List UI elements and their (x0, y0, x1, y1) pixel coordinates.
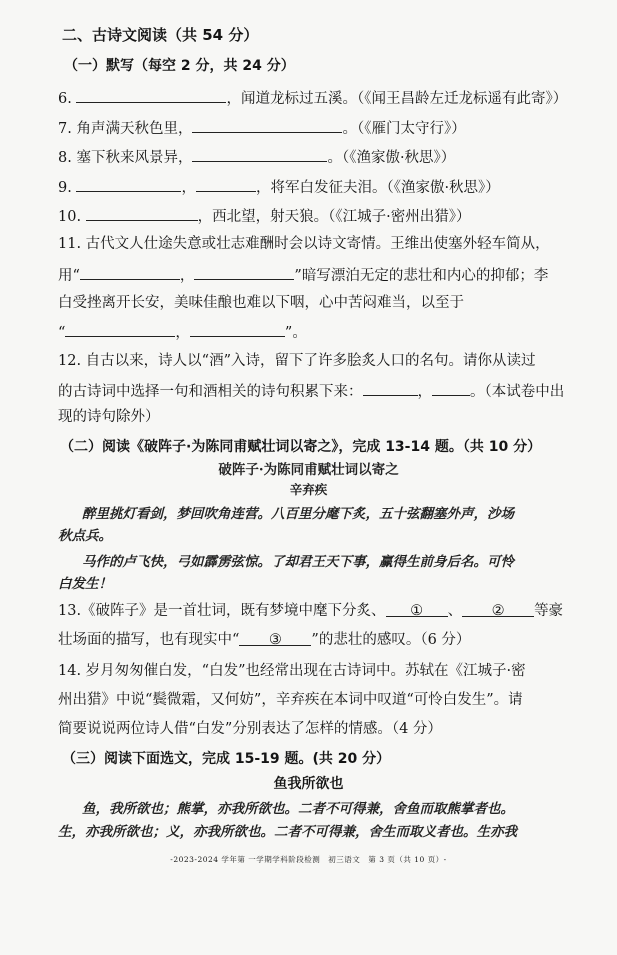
q10-tail: ，西北望，射天狼。（《江城子·密州出猎》） (197, 209, 471, 225)
q11-line-4 (58, 322, 307, 342)
q6-number: 6. (58, 91, 72, 107)
q11-line-2 (58, 265, 548, 285)
poem-author: 辛弃疾 (289, 482, 328, 497)
q13-line-2 (58, 631, 470, 649)
q11-answer-blank-2[interactable] (194, 265, 294, 280)
q13-answer-blank-3[interactable] (239, 631, 311, 646)
q9-separator: ， (181, 180, 196, 196)
q9-tail: ，将军白发征夫泪。（《渔家傲·秋思》） (255, 180, 500, 196)
q11-line-4-separator: ， (175, 325, 190, 341)
poem-line-4: 白发生！ (58, 576, 112, 592)
q8-text: 8. 塞下秋来风景异， (58, 150, 193, 166)
q9-answer-blank-1[interactable] (76, 177, 181, 192)
poem-line-1: 醉里挑灯看剑，梦回吹角连营。八百里分麾下炙，五十弦翻塞外声，沙场 (82, 506, 514, 522)
q11-line-4-tail: ”。 (284, 325, 307, 341)
q7-answer-blank[interactable] (192, 118, 342, 133)
q13-answer-blank-2[interactable] (462, 602, 534, 617)
section-heading: 二、古诗文阅读（共 54 分） (62, 26, 259, 44)
q13-line-1 (58, 602, 563, 620)
q11-answer-blank-1[interactable] (80, 265, 180, 280)
question-8 (58, 147, 455, 167)
q13-line-1-tail: 等豪 (534, 603, 564, 619)
part1-heading: （一）默写（每空 2 分，共 24 分） (64, 58, 295, 74)
q12-line-2 (58, 381, 564, 401)
q9-answer-blank-2[interactable] (196, 177, 256, 192)
q8-answer-blank[interactable] (192, 147, 327, 162)
part3-heading: （三）阅读下面选文，完成 15-19 题。(共 20 分） (62, 751, 391, 767)
q11-answer-blank-4[interactable] (190, 322, 285, 337)
q11-line-3: 白受挫离开长安，美味佳酿也难以下咽，心中苦闷难当，以至于 (58, 295, 464, 311)
q11-line-4-quote: “ (58, 325, 66, 341)
q13-separator: 、 (447, 603, 463, 619)
q8-tail: 。（《渔家傲·秋思》） (327, 150, 456, 166)
q14-line-2: 州出猎》中说“鬓微霜，又何妨”，辛弃疾在本词中叹道“可怜白发生”。请 (58, 692, 523, 708)
q12-line-3: 现的诗句除外） (58, 409, 160, 425)
question-7 (58, 118, 466, 138)
poem-line-3: 马作的卢飞快，弓如霹雳弦惊。了却君王天下事，赢得生前身后名。可怜 (82, 554, 514, 570)
question-9 (58, 177, 500, 197)
q11-line-1: 11. 古代文人仕途失意或壮志难酬时会以诗文寄情。王维出使塞外轻车简从， (58, 236, 550, 252)
passage-line-2: 生，亦我所欲也；义，亦我所欲也。二者不可得兼，舍生而取义者也。生亦我 (58, 824, 517, 840)
q9-number: 9. (58, 180, 72, 196)
q14-line-1: 14. 岁月匆匆催白发，“白发”也经常出现在古诗词中。苏轼在《江城子·密 (58, 663, 526, 679)
q6-text: ，闻道龙标过五溪。（《闻王昌龄左迁龙标遥有此寄》） (226, 91, 568, 107)
q11-line-2-tail: ”暗写漂泊无定的悲壮和内心的抑郁；李 (294, 268, 549, 284)
q7-tail: 。（《雁门太守行》） (342, 121, 466, 137)
q13-blank-1-marker: ① (410, 603, 424, 619)
q14-line-3: 简要说说两位诗人借“白发”分别表达了怎样的情感。（4 分） (58, 721, 442, 737)
page-footer: -2023-2024 学年第 一学期学科阶段检测 初三语文 第 3 页（共 10 页）- (170, 855, 447, 864)
passage-line-1: 鱼，我所欲也；熊掌，亦我所欲也。二者不可得兼，舍鱼而取熊掌者也。 (82, 801, 514, 817)
q12-answer-blank-1[interactable] (363, 381, 418, 396)
q13-answer-blank-1[interactable] (386, 602, 448, 617)
q12-line-2-tail: 。（本试卷中出 (470, 384, 565, 400)
q13-line-2-text: 壮场面的描写，也有现实中“ (58, 632, 240, 648)
question-6 (58, 88, 567, 108)
q13-text: 13.《破阵子》是一首壮词，既有梦境中麾下分炙、 (58, 603, 386, 619)
q12-separator: ， (417, 384, 432, 400)
q10-number: 10. (58, 209, 82, 225)
q6-answer-blank[interactable] (76, 88, 226, 103)
part2-heading: （二）阅读《破阵子·为陈同甫赋壮词以寄之》，完成 13-14 题。（共 10 分） (60, 439, 542, 455)
q11-answer-blank-3[interactable] (65, 322, 175, 337)
q7-text: 7. 角声满天秋色里， (58, 121, 193, 137)
q12-line-1: 12. 自古以来，诗人以“酒”入诗，留下了许多脍炙人口的名句。请你从读过 (58, 353, 536, 369)
poem-line-2: 秋点兵。 (58, 528, 112, 544)
passage-title: 鱼我所欲也 (273, 776, 344, 792)
poem-title: 破阵子·为陈同甫赋壮词以寄之 (218, 462, 399, 478)
q11-open-quote: 用“ (58, 268, 80, 284)
q11-separator: ， (179, 268, 195, 284)
q13-line-2-tail: ”的悲壮的感叹。（6 分） (311, 632, 471, 648)
q13-blank-2-marker: ② (491, 603, 505, 619)
q12-prompt: 的古诗词中选择一句和酒相关的诗句积累下来： (58, 384, 363, 400)
q10-answer-blank[interactable] (86, 206, 198, 221)
q12-answer-blank-2[interactable] (432, 381, 470, 396)
question-10 (58, 206, 471, 226)
q13-blank-3-marker: ③ (268, 632, 282, 648)
